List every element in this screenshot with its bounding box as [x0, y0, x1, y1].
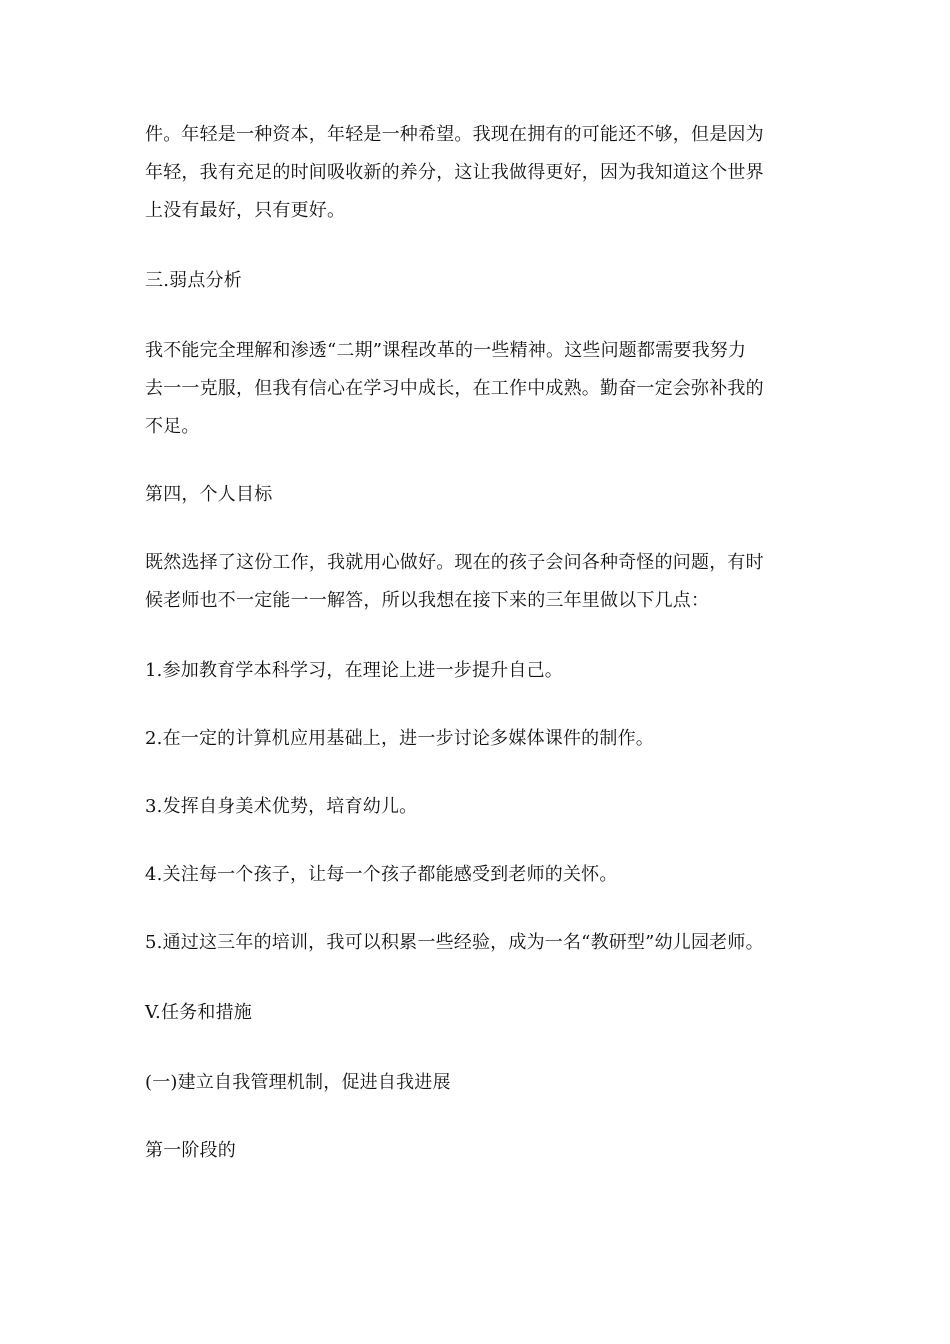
goal-item-5: 5.通过这三年的培训，我可以积累一些经验，成为一名“教研型”幼儿园老师。 — [145, 932, 764, 953]
subheading-self-management: (一)建立自我管理机制，促进自我进展 — [145, 1072, 451, 1093]
paragraph-line: 既然选择了这份工作，我就用心做好。现在的孩子会问各种奇怪的问题，有时 — [145, 552, 764, 573]
paragraph-line: 去一一克服，但我有信心在学习中成长，在工作中成熟。勤奋一定会弥补我的 — [145, 378, 764, 399]
goal-item-1: 1.参加教育学本科学习，在理论上进一步提升自己。 — [145, 660, 563, 681]
section-heading-weakness: 三.弱点分析 — [145, 270, 242, 291]
paragraph-line: 上没有最好，只有更好。 — [145, 200, 346, 221]
goal-item-3: 3.发挥自身美术优势，培育幼儿。 — [145, 796, 418, 817]
section-heading-tasks: V.任务和措施 — [145, 1002, 252, 1023]
goal-item-4: 4.关注每一个孩子，让每一个孩子都能感受到老师的关怀。 — [145, 864, 618, 885]
paragraph-line: 件。年轻是一种资本，年轻是一种希望。我现在拥有的可能还不够，但是因为 — [145, 124, 764, 145]
paragraph-line: 年轻，我有充足的时间吸收新的养分，这让我做得更好，因为我知道这个世界 — [145, 162, 764, 183]
stage-heading: 第一阶段的 — [145, 1140, 236, 1161]
goal-item-2: 2.在一定的计算机应用基础上，进一步讨论多媒体课件的制作。 — [145, 728, 654, 749]
section-heading-goals: 第四，个人目标 — [145, 484, 273, 505]
paragraph-line: 候老师也不一定能一一解答，所以我想在接下来的三年里做以下几点： — [145, 590, 710, 611]
paragraph-line: 不足。 — [145, 416, 200, 437]
paragraph-line: 我不能完全理解和渗透“二期”课程改革的一些精神。这些问题都需要我努力 — [145, 340, 747, 361]
